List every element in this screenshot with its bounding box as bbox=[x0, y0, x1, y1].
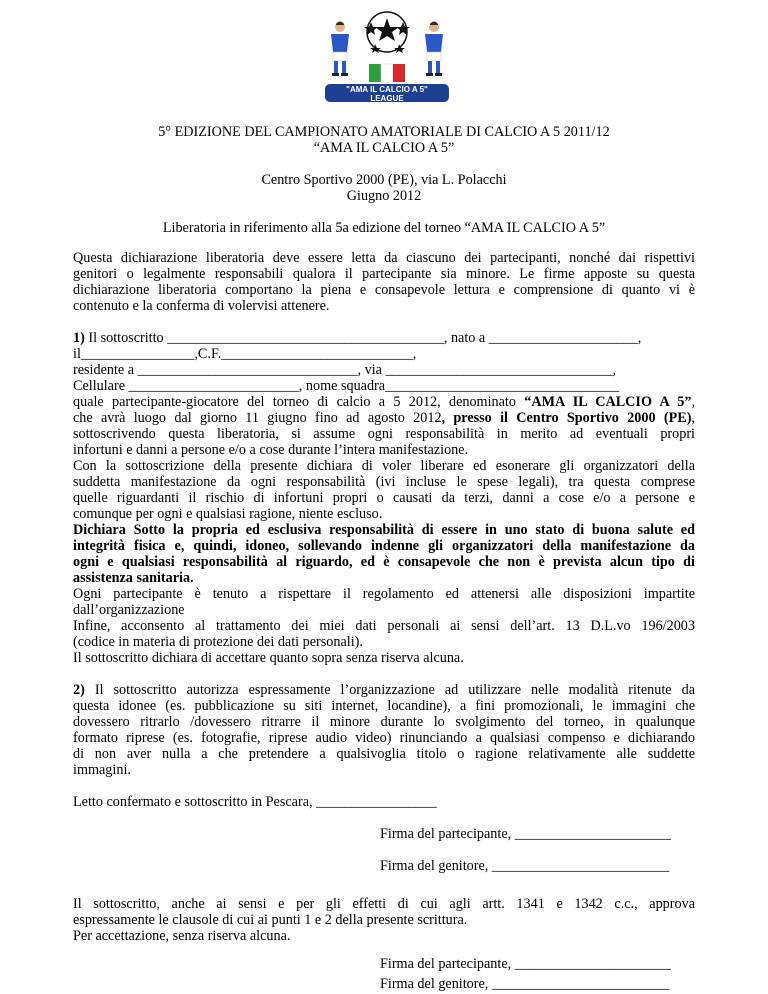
section1-l5-post: , bbox=[691, 394, 695, 410]
section1-l5-text: quale partecipante-giocatore del torneo di calcio a 5 2012, denominato bbox=[73, 394, 525, 410]
approval-parent-signature-field: Firma del genitore, _________________________ bbox=[380, 976, 670, 992]
health-declaration-line-1: Dichiara Sotto la propria ed esclusiva responsabilità di essere in uno stato di buona salute ed bbox=[73, 522, 695, 538]
star-ball-icon bbox=[364, 12, 410, 53]
tournament-name: “AMA IL CALCIO A 5” bbox=[313, 140, 455, 156]
section2-line-1 bbox=[73, 682, 695, 698]
section2-line-4: formato riprese (es. fotografie, riprese audio video) rinunciando a qualsiasi compenso e dichiarando bbox=[73, 730, 695, 746]
health-declaration-line-3: ogni e qualsiasi responsabilità al riguardo, ed è consapevole che non è prevista alcun tipo di bbox=[73, 554, 695, 570]
league-logo bbox=[323, 8, 451, 106]
section1-l6-bold: , presso il Centro Sportivo 2000 (PE) bbox=[441, 410, 692, 426]
logo-banner-subtitle: LEAGUE bbox=[370, 94, 404, 103]
section1-line-7: sottoscrivendo questa liberatoria, si assume ogni responsabilità in merito ad eventuali propri bbox=[73, 426, 695, 442]
section2-number: 2) bbox=[73, 682, 85, 698]
section1-line-12: comunque per ogni e qualsiasi ragione, niente escluso. bbox=[73, 506, 383, 522]
subject-line: Liberatoria in riferimento alla 5a edizione del torneo “AMA IL CALCIO A 5” bbox=[162, 220, 606, 236]
approval-participant-signature-field: Firma del partecipante, ______________________ bbox=[380, 956, 671, 972]
section1-line-9: Con la sottoscrizione della presente dichiara di voler liberare ed esonerare gli organizzatori della bbox=[73, 458, 695, 474]
section1-line-17: Il sottoscritto dichiara di accettare quanto sopra senza riserva alcuna. bbox=[73, 650, 464, 666]
section1-birthdate-cf-field: il________________,C.F.___________________________, bbox=[73, 346, 417, 362]
approval-line-2: espressamente le clausole di cui ai punti 1 e 2 della presente scrittura. bbox=[73, 912, 468, 928]
section1-line-16: (codice in materia di protezione dei dati personali). bbox=[73, 634, 363, 650]
participant-name-field: Il sottoscritto _______________________________________, nato a _____________________, bbox=[84, 330, 642, 346]
section1-line-8: infortuni e danni a persone e/o a cose durante l’intera manifestazione. bbox=[73, 442, 469, 458]
health-declaration-line-4: assistenza sanitaria. bbox=[73, 570, 194, 586]
logo-banner bbox=[325, 84, 449, 102]
left-player-figure bbox=[331, 22, 349, 77]
section1-line-1 bbox=[73, 330, 641, 346]
section2-line-3: dovessero ritrarlo /dovessero ritrarre il minore durante lo svolgimento del torneo, in qualunque bbox=[73, 714, 695, 730]
section1-l6-text: che avrà luogo dal giorno 11 giugno fino ad agosto 2012 bbox=[73, 410, 442, 426]
section1-l6-post: , bbox=[691, 410, 695, 426]
section1-line-5 bbox=[73, 394, 695, 410]
section2-l1-text: Il sottoscritto autorizza espressamente l’organizzazione ad utilizzare nelle modalità ritenute da bbox=[84, 682, 695, 698]
participant-signature-field: Firma del partecipante, ______________________ bbox=[380, 826, 671, 842]
right-player-figure bbox=[425, 22, 443, 77]
section1-line-14: dall’organizzazione bbox=[73, 602, 185, 618]
logo-banner-title: "AMA IL CALCIO A 5" bbox=[346, 85, 428, 94]
section1-line-15: Infine, acconsento al trattamento dei miei dati personali ai sensi dell’art. 13 D.L.vo 196/2003 bbox=[73, 618, 695, 634]
section2-line-2: questa idonee (es. pubblicazione su siti internet, locandine), a fini promozionali, le immagini che bbox=[73, 698, 695, 714]
section1-l5-bold: “AMA IL CALCIO A 5” bbox=[524, 394, 692, 410]
health-declaration-line-2: integrità fisica e, quindi, idoneo, sollevando indenne gli organizzatori della manifestazione da bbox=[73, 538, 695, 554]
section2-line-6: immagini. bbox=[73, 762, 131, 778]
section1-phone-team-field: Cellulare ________________________, nome squadra_________________________________ bbox=[73, 378, 620, 394]
place-date-field: Letto confermato e sottoscritto in Pescara, _________________ bbox=[73, 794, 437, 810]
section2-line-5: di non aver nulla a che pretendere a qualsivoglia titolo o ragione relativamente alle suddette bbox=[73, 746, 695, 762]
logo-graphic bbox=[323, 8, 451, 86]
section1-number: 1) bbox=[73, 330, 85, 346]
date-line: Giugno 2012 bbox=[346, 188, 422, 204]
section1-line-6 bbox=[73, 410, 695, 426]
venue-line: Centro Sportivo 2000 (PE), via L. Polacchi bbox=[261, 172, 507, 188]
intro-line-3: dichiarazione liberatoria comportano la piena e consapevole lettura e comprensione di quanto vi è bbox=[73, 282, 695, 298]
intro-line-1: Questa dichiarazione liberatoria deve essere letta da ciascuno dei partecipanti, nonché dai rispettivi bbox=[73, 250, 695, 266]
parent-signature-field: Firma del genitore, _________________________ bbox=[380, 858, 670, 874]
intro-line-2: genitori o legalmente responsabili qualora il partecipante sia minore. Le firme apposte su questa bbox=[73, 266, 695, 282]
section1-line-10: suddetta manifestazione da ogni responsabilità (ivi incluse le spese legali), tra questa comprese bbox=[73, 474, 695, 490]
section1-line-11: quelle riguardanti il rischio di infortuni propri o causati da terzi, danni a cose e/o a persone e bbox=[73, 490, 695, 506]
approval-line-3: Per accettazione, senza riserva alcuna. bbox=[73, 928, 291, 944]
italian-flag-icon bbox=[369, 64, 405, 82]
approval-line-1: Il sottoscritto, anche ai sensi e per gli effetti di cui agli artt. 1341 e 1342 c.c., approva bbox=[73, 896, 695, 912]
intro-line-4: contenuto e la conferma di volervisi attenere. bbox=[73, 298, 330, 314]
section1-residence-field: residente a _______________________________, via ________________________________, bbox=[73, 362, 617, 378]
edition-title: 5° EDIZIONE DEL CAMPIONATO AMATORIALE DI CALCIO A 5 2011/12 bbox=[158, 124, 610, 140]
section1-line-13: Ogni partecipante è tenuto a rispettare il regolamento ed attenersi alle disposizioni impartite bbox=[73, 586, 695, 602]
